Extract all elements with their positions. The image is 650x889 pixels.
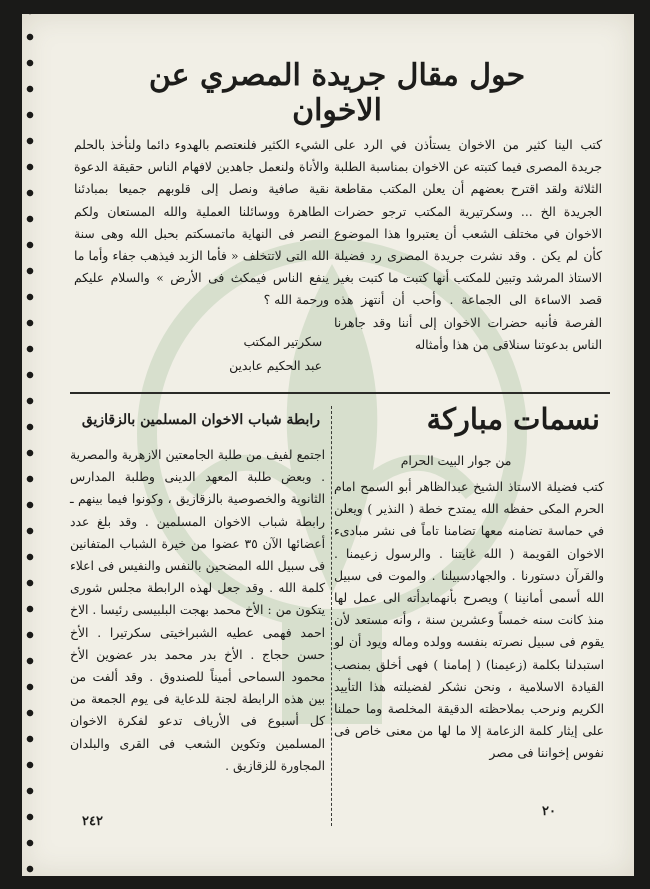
article-heading-blessed-breezes: نسمات مباركة [426, 402, 600, 436]
intro-article-right-column [334, 134, 602, 356]
intro-article-text-part2: الشيء الكثير فلنعتصم بالهدوء دائما ولنأخذ بالحلم والأناة ولنعمل جاهدين لافهام الناس حقيقة الدعوة نقية صافية ونصل إلى قلوبهم جميعا بمبادئنا الطاهرة ووسائلنا العملية والله المستعان ولكم النصر فى النهاية ماتمسكتم بحبل الله وهى سنة الله التى لاتتخلف « فأما الزبد فيذهب جفاء وأما ما ينفع الناس فيمكث فى الأرض » والسلام عليكم ورحمة الله ؟ [74, 138, 329, 308]
zagazig-league-text: اجتمع لفيف من طلبة الجامعتين الازهرية والمصرية . وبعض طلبة المعهد الدينى وطلبة المدارس الثانوية والخصوصية بالزقازيق ، وكونوا فيما بينهم ـ رابطة شباب الاخوان المسلمين . وقد بلغ عدد أعضائها الآن ٣٥ عضوا من خيرة الشباب المتفانين فى سبيل الله المضحين بالنفس والنفيس فى اعلاء كلمة الله . وقد جعل لهذه الرابطة مجلس شورى يتكون من : الأخ محمد بهجت البلبيسى رئيسا . الاخ احمد فهمى عطيه الشبراخيتى سكرتيرا . الأخ حسن حجاج . الأخ بدر محمد بدر عضوين الأخ محمود السماحى أميناً للصندوق . وقد ألفت من بين هذه الرابطة لجنة للدعاية فى يوم الجمعة من كل أسبوع فى الأرياف تدعو لفكرة الاخوان المسلمين وتكوين الشعب فى القرى والبلدان المجاورة للزقازيق . [70, 448, 325, 773]
blessed-breezes-text: كتب فضيلة الاستاذ الشيخ عبدالظاهر أبو السمح امام الحرم المكى حفظه الله يمتدح خطة ( النذير ) ويعلن في حماسة تضامنه معها تضامنا تاماً فى نشر مبادىء الاخوان القويمة ( الله غايتنا . والرسول زعيمنا . والقرآن دستورنا . والجهادسبيلنا . والموت فى سبيل الله أسمى أمانينا ) ويصرح بأنهمابدأته الى عمل لها منذ كانت سنه خمساً وعشرين سنة ، وأنه مستعد لأن يقوم فى سبيل نصرته بنفسه وولده وماله ويود أن لو استبدلنا بكلمة (زعيمنا) ( إمامنا ) فهى أخلق بمنصب القيادة الاسلامية ، ونحن نشكر لفضيلته هذا التأييد الكريم ونرحب بملاحظته الدقيقة المخلصة وما حملنا على إيثار كلمة الزعامة إلا ما لها من معنى خاص فى نفوس إخواننا فى مصر [334, 480, 604, 761]
signature-name: عبد الحكيم عابدين [229, 359, 322, 373]
signature-role: سكرتير المكتب [243, 335, 322, 349]
signature-block [122, 330, 322, 378]
section-divider [70, 392, 610, 394]
blessed-breezes-article [334, 476, 604, 765]
intro-article-left-column [74, 134, 329, 312]
intro-article-text-part1: كتب الينا كثير من الاخوان يستأذن في الرد على جريدة المصرى فيما كتبته عن الاخوان بمناسبة الطلبة الثلاثة ولقد اقترح بعضهم أن يعلن المكتب مقاطعة الجريدة الخ ... وسكرتيرية المكتب ترجو حضرات الاخوان في مختلف الشعب أن يعتبروا هذا الموضوع كأن لم يكن . وقد نشرت جريدة المصرى رد فضيلة الاستاذ المرشد وتبين للمكتب أنها كتبت ما كتبت بغير قصد الاساءة الى الجماعة . وأحب أن أنتهز هذه الفرصة فأنبه حضرات الاخوان إلى أننا وقد جاهرنا الناس بدعوتنا سنلاقى من هذا وأمثاله [334, 138, 602, 352]
page-title: حول مقال جريدة المصري عن الاخوان [148, 58, 526, 128]
scanned-page [22, 14, 634, 876]
page-number-left: ٢٤٢ [82, 814, 103, 829]
zagazig-league-article [70, 444, 325, 777]
page-number-right: ٢٠ [542, 804, 556, 819]
binding-holes [22, 14, 34, 876]
article-heading-zagazig-league: رابطة شباب الاخوان المسلمين بالزقازيق [81, 412, 320, 428]
article-subheading: من جوار البيت الحرام [400, 454, 512, 468]
column-divider [331, 406, 332, 826]
